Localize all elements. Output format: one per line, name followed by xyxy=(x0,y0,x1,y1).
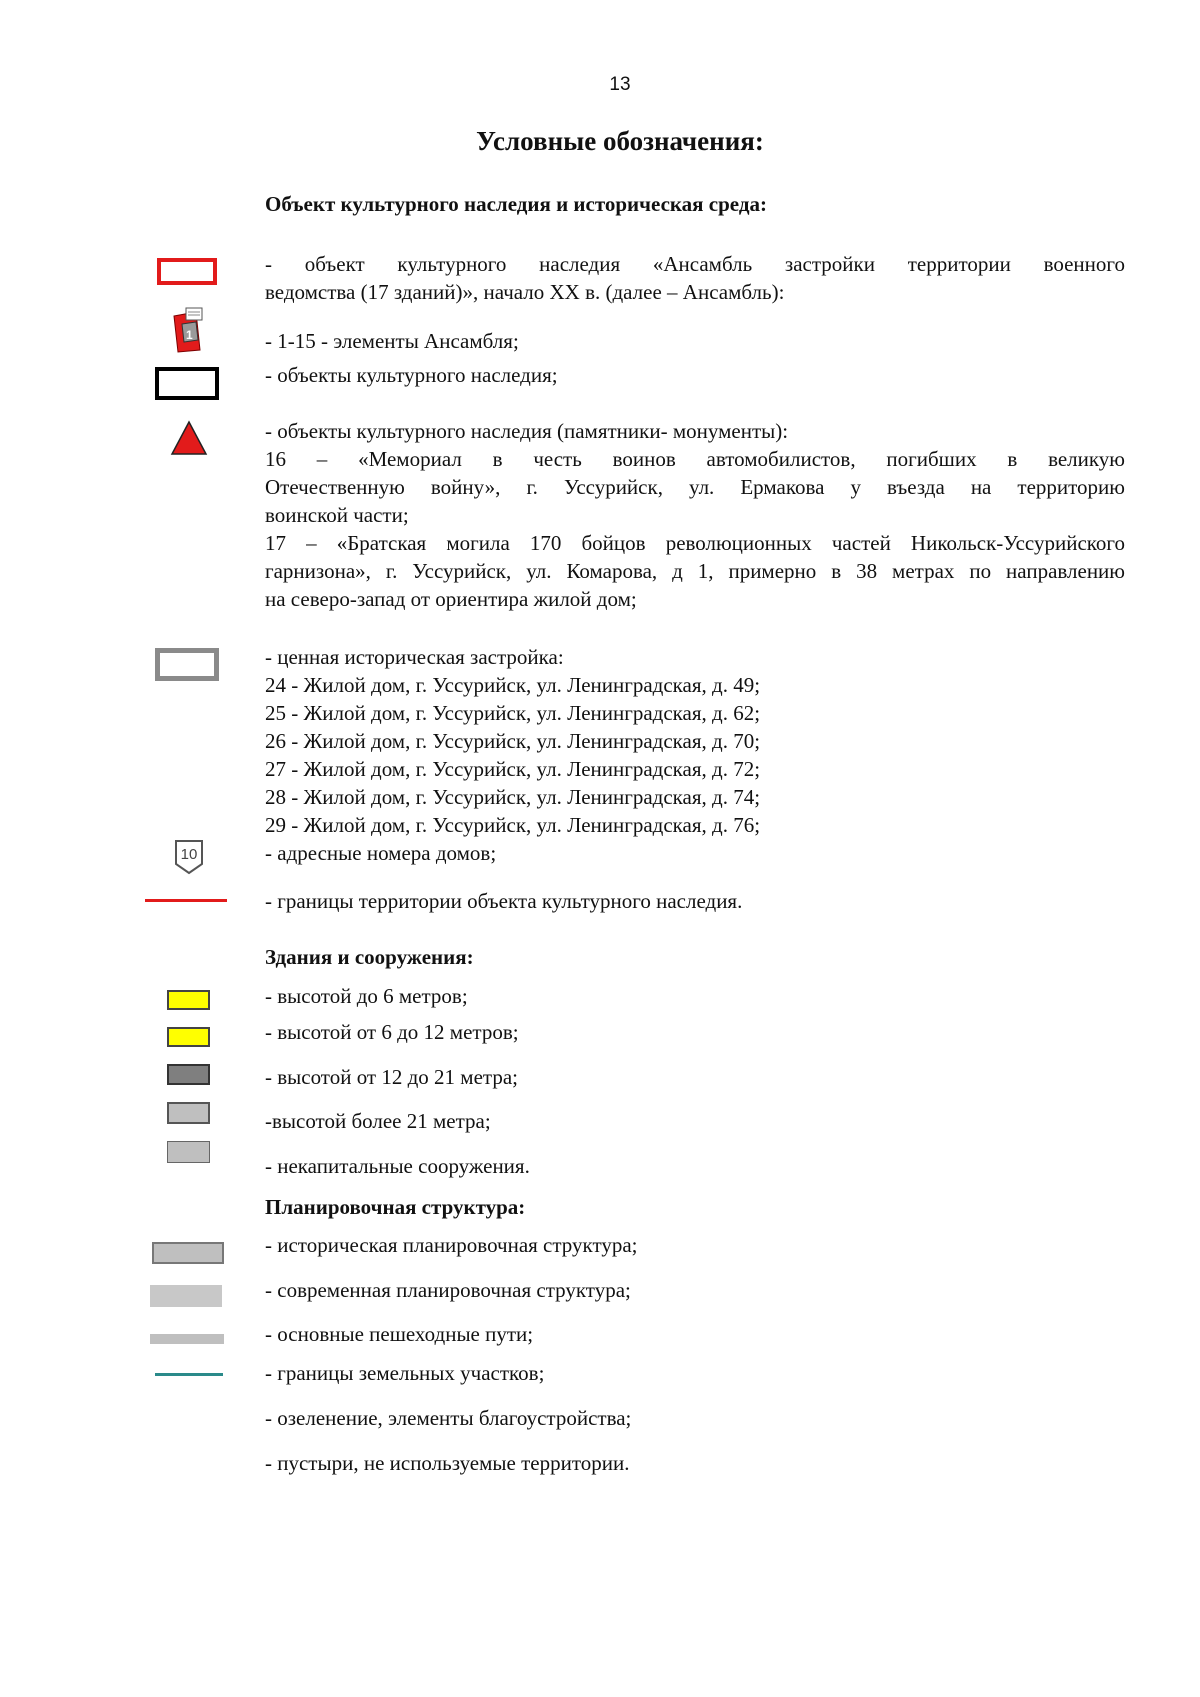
valuable-item: 28 - Жилой дом, г. Уссурийск, ул. Ленинградская, д. 74; xyxy=(265,785,761,809)
boundary-red-line-icon xyxy=(145,899,227,902)
planning-item: - основные пешеходные пути; xyxy=(265,1322,534,1346)
legend-boundaries: - границы территории объекта культурного наследия. xyxy=(265,889,743,913)
modern-planning-swatch-icon xyxy=(150,1285,224,1307)
page-number: 13 xyxy=(609,74,631,95)
building-item: - некапитальные сооружения. xyxy=(265,1154,530,1178)
planning-item: - границы земельных участков; xyxy=(265,1361,545,1385)
section-heading-planning: Планировочная структура: xyxy=(265,1195,526,1219)
non-capital-structure-swatch-icon xyxy=(167,1141,210,1163)
ensemble-red-rect-icon xyxy=(157,258,217,285)
legend-heritage-objects: - объекты культурного наследия; xyxy=(265,363,558,387)
valuable-item: 27 - Жилой дом, г. Уссурийск, ул. Ленинградская, д. 72; xyxy=(265,757,761,781)
planning-item: - историческая планировочная структура; xyxy=(265,1233,638,1257)
monument-17-line: 17 – «Братская могила 170 бойцов революционных частей Никольск-Уссурийского xyxy=(265,531,1125,555)
legend-ensemble-line: - объект культурного наследия «Ансамбль застройки территории военного xyxy=(265,252,1125,276)
monument-16-line: воинской части; xyxy=(265,503,409,527)
address-badge-icon xyxy=(173,838,205,876)
heritage-black-rect-icon xyxy=(155,367,219,400)
building-height-6-swatch-icon xyxy=(167,990,210,1010)
valuable-item: 25 - Жилой дом, г. Уссурийск, ул. Ленинградская, д. 62; xyxy=(265,701,761,725)
monument-17-line: гарнизона», г. Уссурийск, ул. Комарова, д 1, примерно в 38 метрах по направлению xyxy=(265,559,1125,583)
valuable-gray-rect-icon xyxy=(155,648,219,681)
building-item: - высотой от 6 до 12 метров; xyxy=(265,1020,519,1044)
planning-item: - современная планировочная структура; xyxy=(265,1278,631,1302)
monument-17-line: на северо-запад от ориентира жилой дом; xyxy=(265,587,637,611)
legend-address-numbers: - адресные номера домов; xyxy=(265,841,497,865)
monument-16-line: Отечественную войну», г. Уссурийск, ул. Ермакова у въезда на территорию xyxy=(265,475,1125,499)
page-title: Условные обозначения: xyxy=(476,126,764,156)
building-item: - высотой от 12 до 21 метра; xyxy=(265,1065,518,1089)
section-heading-buildings: Здания и сооружения: xyxy=(265,945,474,969)
building-height-6-12-swatch-icon xyxy=(167,1027,210,1047)
monument-triangle-icon xyxy=(170,420,208,456)
monument-16-line: 16 – «Мемориал в честь воинов автомобилистов, погибших в великую xyxy=(265,447,1125,471)
legend-monument-16 xyxy=(265,445,1125,529)
land-plot-boundary-line-icon xyxy=(155,1373,223,1376)
ensemble-badge-number: 1 xyxy=(186,328,193,342)
planning-item: - пустыри, не используемые территории. xyxy=(265,1451,630,1475)
ensemble-element-marker-icon xyxy=(170,306,212,354)
legend-ensemble xyxy=(265,250,1125,306)
address-badge-number: 10 xyxy=(180,846,198,863)
historic-planning-swatch-icon xyxy=(152,1242,224,1264)
pedestrian-path-icon xyxy=(150,1334,224,1344)
legend-ensemble-elements: - 1-15 - элементы Ансамбля; xyxy=(265,329,519,353)
legend-monuments-intro: - объекты культурного наследия (памятники- монументы): xyxy=(265,419,789,443)
legend-monument-17 xyxy=(265,529,1125,613)
legend-valuable-intro: - ценная историческая застройка: xyxy=(265,645,564,669)
planning-item: - озеленение, элементы благоустройства; xyxy=(265,1406,632,1430)
building-item: - высотой до 6 метров; xyxy=(265,984,468,1008)
valuable-item: 24 - Жилой дом, г. Уссурийск, ул. Ленинградская, д. 49; xyxy=(265,673,761,697)
valuable-item: 29 - Жилой дом, г. Уссурийск, ул. Ленинградская, д. 76; xyxy=(265,813,761,837)
building-height-21plus-swatch-icon xyxy=(167,1102,210,1124)
building-item: -высотой более 21 метра; xyxy=(265,1109,491,1133)
building-height-12-21-swatch-icon xyxy=(167,1064,210,1085)
legend-ensemble-line: ведомства (17 зданий)», начало XX в. (далее – Ансамбль): xyxy=(265,280,785,304)
valuable-item: 26 - Жилой дом, г. Уссурийск, ул. Ленинградская, д. 70; xyxy=(265,729,761,753)
section-heading-heritage: Объект культурного наследия и историческая среда: xyxy=(265,192,767,216)
